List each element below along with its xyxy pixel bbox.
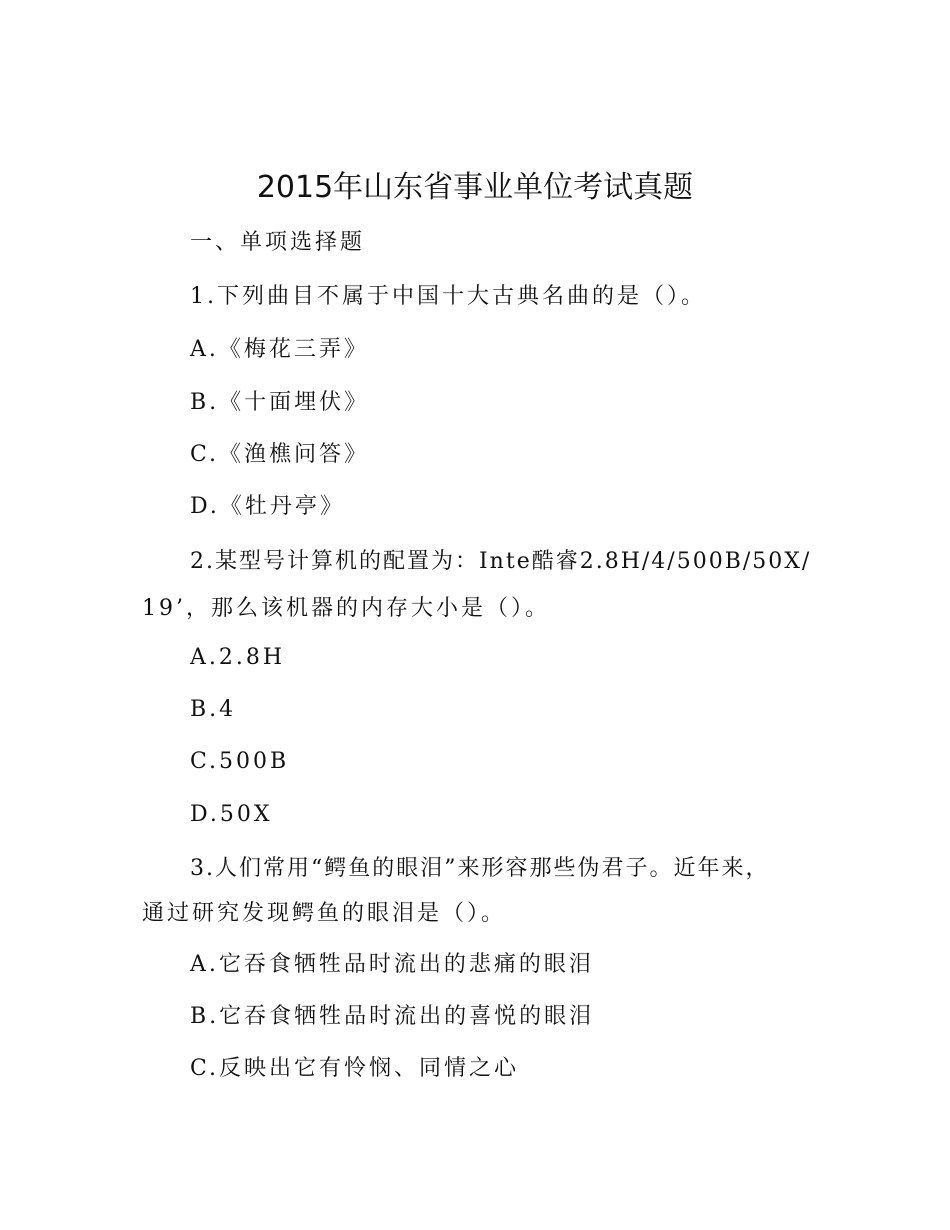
question-2-stem-line-1: 2.某型号计算机的配置为：Inte酷睿2.8H/4/500B/50X/ <box>190 549 812 574</box>
section-heading: 一、单项选择题 <box>190 230 366 255</box>
question-3-option-a: A.它吞食牺牲品时流出的悲痛的眼泪 <box>190 952 594 977</box>
document-title: 2015年山东省事业单位考试真题 <box>256 170 694 205</box>
question-3-stem-line-2: 通过研究发现鳄鱼的眼泪是（）。 <box>142 901 507 926</box>
question-1-option-a: A.《梅花三弄》 <box>190 337 369 362</box>
question-2-option-b: B.4 <box>190 697 237 722</box>
question-2-stem-line-2: 19’，那么该机器的内存大小是（）。 <box>142 596 550 621</box>
question-1-option-b: B.《十面埋伏》 <box>190 390 370 415</box>
question-1-option-c: C.《渔樵问答》 <box>190 442 370 467</box>
question-1-stem: 1.下列曲目不属于中国十大古典名曲的是（）。 <box>190 284 706 309</box>
question-2-option-a: A.2.8H <box>190 645 286 670</box>
question-2-option-c: C.500B <box>190 749 290 774</box>
question-3-option-b: B.它吞食牺牲品时流出的喜悦的眼泪 <box>190 1004 595 1029</box>
question-3-option-c: C.反映出它有怜悯、同情之心 <box>190 1056 520 1081</box>
question-3-stem-line-1: 3.人们常用“鳄鱼的眼泪”来形容那些伪君子。近年来， <box>190 856 770 881</box>
question-2-option-d: D.50X <box>190 802 273 827</box>
question-1-option-d: D.《牡丹亭》 <box>190 494 345 519</box>
